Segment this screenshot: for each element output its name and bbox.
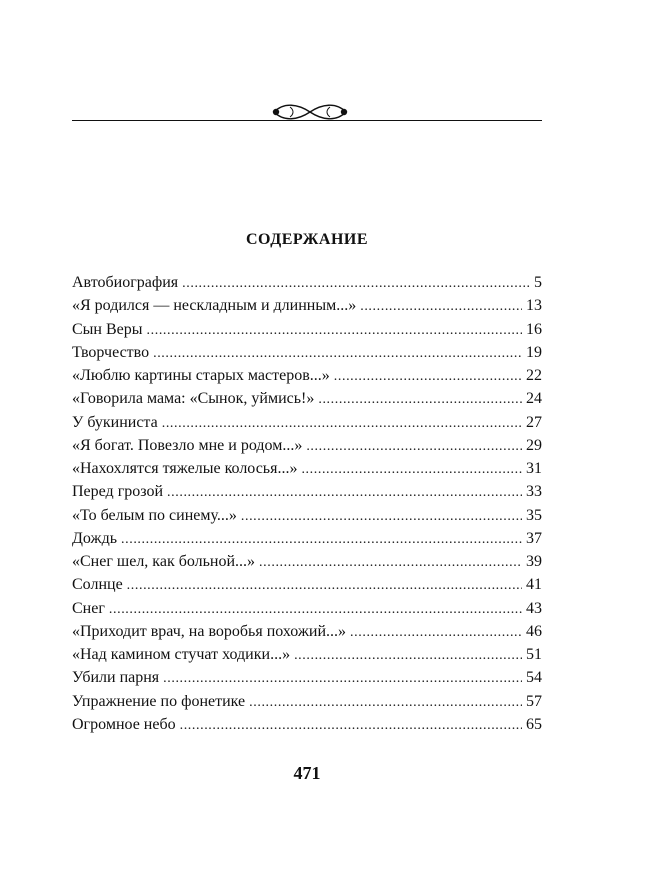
toc-entry [72, 505, 542, 528]
toc-entry-title: Убили парня [72, 669, 160, 687]
dot-leader [318, 389, 522, 411]
dot-leader [147, 320, 522, 342]
toc-entry-page: 31 [526, 460, 542, 477]
dot-leader [127, 575, 522, 597]
toc-entry-page: 19 [526, 343, 542, 361]
toc-entry-page: 16 [526, 320, 542, 338]
page-number: 471 [293, 763, 321, 783]
toc-entry-title: Сын Веры [72, 320, 143, 338]
toc-entry-title: Дождь [72, 529, 118, 547]
toc-entry-title: У букиниста [72, 413, 158, 431]
dot-leader [249, 692, 522, 714]
toc-entry [72, 365, 542, 388]
toc-entry-title: «Нахохлятся тяжелые колосья...» [72, 460, 298, 477]
toc-entry-page: 35 [526, 506, 542, 524]
toc-entry-page: 41 [526, 576, 542, 594]
dot-leader [241, 506, 522, 528]
toc-entry [72, 481, 542, 504]
toc-entry [72, 458, 542, 481]
toc-entry-title: «Люблю картины старых мастеров...» [72, 367, 330, 384]
toc-entry-page: 27 [526, 413, 542, 431]
toc-entry-title: «Я родился — нескладным и длинным...» [72, 297, 357, 315]
toc-entry-page: 51 [526, 646, 542, 663]
toc-entry-page: 39 [526, 553, 542, 570]
toc-entry-page: 54 [526, 669, 542, 687]
toc-entry-title: «Приходит врач, на воробья похожий...» [72, 622, 347, 640]
toc-entry [72, 621, 542, 644]
toc-entry-page: 65 [526, 715, 542, 733]
toc-entry-title: «Говорила мама: «Сынок, уймись!» [72, 390, 315, 408]
toc-entry [72, 295, 542, 318]
toc-entry-page: 37 [526, 529, 542, 547]
toc-entry-title: «Я богат. Повезло мне и родом...» [72, 436, 303, 454]
toc-entry-title: Автобиография [72, 274, 179, 291]
dot-leader [294, 645, 522, 667]
toc-entry [72, 574, 542, 597]
header-rule [72, 120, 542, 122]
dot-leader [180, 715, 522, 737]
dot-leader [163, 668, 522, 690]
toc-entry-title: Огромное небо [72, 715, 176, 733]
dot-leader [109, 599, 522, 621]
toc-entry-page: 22 [526, 367, 542, 384]
toc-entry-title: «То белым по синему...» [72, 506, 237, 524]
dot-leader [360, 296, 522, 318]
toc-entry [72, 551, 542, 574]
toc-entry-page: 29 [526, 436, 542, 454]
dot-leader [350, 622, 522, 644]
dot-leader [153, 343, 522, 365]
toc-entry-page: 33 [526, 483, 542, 501]
dot-leader [259, 552, 522, 574]
toc-entry [72, 435, 542, 458]
dot-leader [182, 273, 530, 295]
toc-entry-page: 24 [526, 390, 542, 408]
dot-leader [306, 436, 522, 458]
flourish-ornament-icon [270, 98, 350, 126]
toc-list [72, 272, 542, 737]
toc-entry [72, 691, 542, 714]
toc-entry-title: Упражнение по фонетике [72, 692, 246, 710]
toc-entry [72, 272, 542, 295]
dot-leader [167, 482, 522, 504]
dot-leader [162, 413, 522, 435]
toc-entry-page: 43 [526, 599, 542, 617]
toc-entry [72, 644, 542, 667]
toc-heading: СОДЕРЖАНИЕ [245, 231, 369, 248]
toc-entry-page: 46 [526, 622, 542, 640]
toc-entry-title: «Снег шел, как больной...» [72, 553, 256, 570]
dot-leader [334, 366, 522, 388]
toc-entry-title: Снег [72, 599, 105, 617]
toc-entry [72, 319, 542, 342]
dot-leader [301, 459, 522, 481]
toc-entry [72, 342, 542, 365]
toc-entry-page: 5 [534, 274, 542, 291]
toc-entry [72, 667, 542, 690]
toc-entry-title: Солнце [72, 576, 123, 594]
toc-entry [72, 528, 542, 551]
toc-entry [72, 714, 542, 737]
toc-entry [72, 598, 542, 621]
dot-leader [121, 529, 522, 551]
toc-entry-page: 13 [526, 297, 542, 315]
toc-entry-title: Творчество [72, 343, 150, 361]
toc-entry-title: «Над камином стучат ходики...» [72, 646, 291, 663]
toc-entry-title: Перед грозой [72, 483, 164, 501]
toc-entry [72, 412, 542, 435]
toc-entry [72, 388, 542, 411]
toc-entry-page: 57 [526, 692, 542, 710]
